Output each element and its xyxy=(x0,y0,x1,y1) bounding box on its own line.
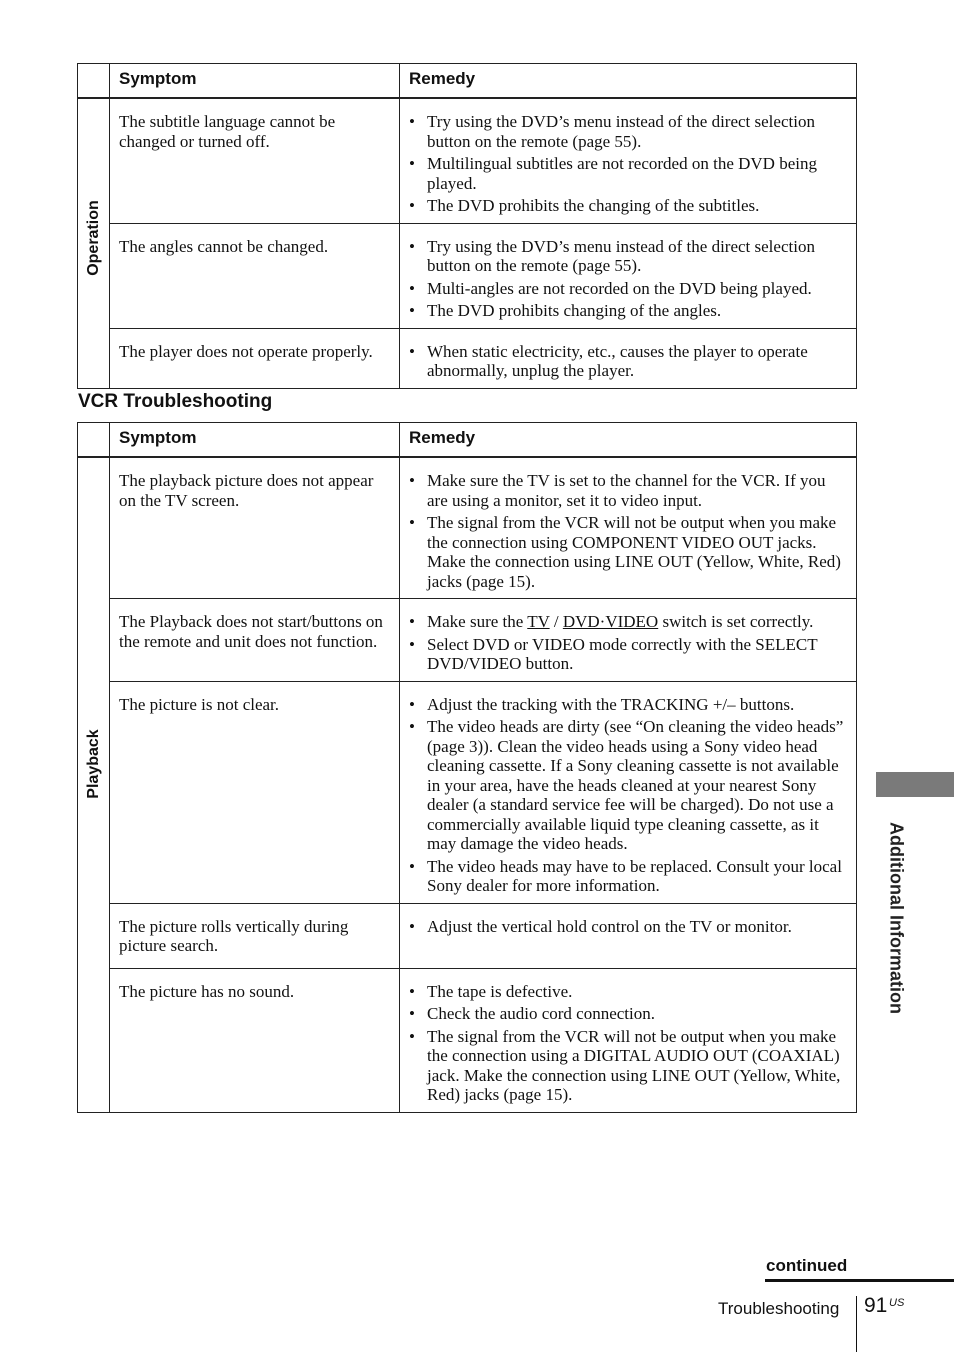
remedy-item: • The DVD prohibits changing of the angles. xyxy=(408,301,847,321)
remedy-item: • Check the audio cord connection. xyxy=(408,1004,847,1024)
page-number: 91 xyxy=(864,1294,888,1317)
remedy-item: • Try using the DVD’s menu instead of the direct selection button on the remote (page 55). xyxy=(408,112,847,151)
category-header-cell xyxy=(78,423,110,458)
remedy-text: switch is set correctly. xyxy=(658,612,814,631)
table-row xyxy=(78,328,857,388)
switch-separator: / xyxy=(549,612,563,631)
remedy-text: Make sure the xyxy=(427,612,528,631)
remedy-list xyxy=(408,471,847,591)
table-row xyxy=(78,223,857,328)
remedy-column-header: Remedy xyxy=(400,64,857,99)
remedy-list xyxy=(408,612,847,674)
remedy-cell xyxy=(400,968,857,1112)
remedy-column-header: Remedy xyxy=(400,423,857,458)
remedy-item: • Multi-angles are not recorded on the DVD being played. xyxy=(408,279,847,299)
remedy-item: • The signal from the VCR will not be output when you make the connection using a DIGITAL AUDIO OUT (COAXIAL) jack. Make the connection using LINE OUT (Yellow, White, Red) jacks (page 15). xyxy=(408,1027,847,1105)
vcr-troubleshooting-table xyxy=(77,422,857,1113)
table-row xyxy=(78,599,857,682)
symptom-cell: The picture is not clear. xyxy=(110,681,400,903)
operation-troubleshooting-table xyxy=(77,63,857,389)
remedy-item: • The DVD prohibits the changing of the subtitles. xyxy=(408,196,847,216)
table-row xyxy=(78,968,857,1112)
remedy-item: • Make sure the TV is set to the channel for the VCR. If you are using a monitor, set it to video input. xyxy=(408,471,847,510)
remedy-item: • Select DVD or VIDEO mode correctly with the SELECT DVD/VIDEO button. xyxy=(408,635,847,674)
remedy-cell xyxy=(400,457,857,599)
remedy-item: • Multilingual subtitles are not recorded on the DVD being played. xyxy=(408,154,847,193)
table-header-row xyxy=(78,64,857,99)
table-header-row xyxy=(78,423,857,458)
footer-divider xyxy=(856,1296,857,1352)
remedy-item: • Adjust the vertical hold control on the TV or monitor. xyxy=(408,917,847,937)
remedy-list xyxy=(408,112,847,216)
remedy-cell xyxy=(400,223,857,328)
symptom-column-header: Symptom xyxy=(110,64,400,99)
symptom-cell: The subtitle language cannot be changed or turned off. xyxy=(110,98,400,223)
remedy-item: • When static electricity, etc., causes the player to operate abnormally, unplug the player. xyxy=(408,342,847,381)
remedy-cell xyxy=(400,328,857,388)
symptom-cell: The picture has no sound. xyxy=(110,968,400,1112)
remedy-cell xyxy=(400,681,857,903)
remedy-item: • The signal from the VCR will not be output when you make the connection using COMPONENT VIDEO OUT jacks. Make the connection using LINE OUT (Yellow, White, Red) jacks (page 15). xyxy=(408,513,847,591)
remedy-list xyxy=(408,342,847,381)
category-label: Playback xyxy=(84,729,102,799)
remedy-cell xyxy=(400,599,857,682)
remedy-item: • The tape is defective. xyxy=(408,982,847,1002)
symptom-cell: The playback picture does not appear on the TV screen. xyxy=(110,457,400,599)
continued-rule xyxy=(765,1279,954,1282)
section-heading: VCR Troubleshooting xyxy=(78,391,273,412)
section-side-tab xyxy=(876,772,954,797)
category-header-cell xyxy=(78,64,110,99)
category-cell-playback xyxy=(78,457,110,1112)
page-number-suffix: US xyxy=(889,1297,905,1309)
category-label: Operation xyxy=(84,200,102,276)
remedy-item: • The video heads may have to be replaced. Consult your local Sony dealer for more information. xyxy=(408,857,847,896)
remedy-item: • Try using the DVD’s menu instead of the direct selection button on the remote (page 55). xyxy=(408,237,847,276)
remedy-cell xyxy=(400,98,857,223)
table-row xyxy=(78,457,857,599)
table-row xyxy=(78,903,857,968)
remedy-list xyxy=(408,695,847,896)
remedy-cell xyxy=(400,903,857,968)
tv-switch-label: TV xyxy=(527,612,550,631)
remedy-list xyxy=(408,237,847,321)
symptom-cell: The angles cannot be changed. xyxy=(110,223,400,328)
symptom-cell: The picture rolls vertically during picture search. xyxy=(110,903,400,968)
footer-section-name: Troubleshooting xyxy=(718,1299,840,1318)
symptom-cell: The Playback does not start/buttons on the remote and unit does not function. xyxy=(110,599,400,682)
remedy-list xyxy=(408,917,847,937)
remedy-item: • Adjust the tracking with the TRACKING +/– buttons. xyxy=(408,695,847,715)
remedy-item: • The video heads are dirty (see “On cleaning the video heads” (page 3)). Clean the video heads using a Sony video head cleaning cassette. If a Sony cleaning cassette is not available in your area, have the heads cleaned at your nearest Sony dealer (a standard service fee will be charged). Do not use a commercially available liquid type cleaning cassette, as it may damage the video heads. xyxy=(408,717,847,854)
symptom-column-header: Symptom xyxy=(110,423,400,458)
category-cell-operation xyxy=(78,98,110,388)
table-row xyxy=(78,98,857,223)
table-row xyxy=(78,681,857,903)
dvd-video-switch-label: DVD·VIDEO xyxy=(562,612,659,631)
remedy-item xyxy=(408,612,847,632)
continued-label: continued xyxy=(766,1256,848,1275)
remedy-list xyxy=(408,982,847,1105)
symptom-cell: The player does not operate properly. xyxy=(110,328,400,388)
side-tab-label: Additional Information xyxy=(886,822,907,1014)
